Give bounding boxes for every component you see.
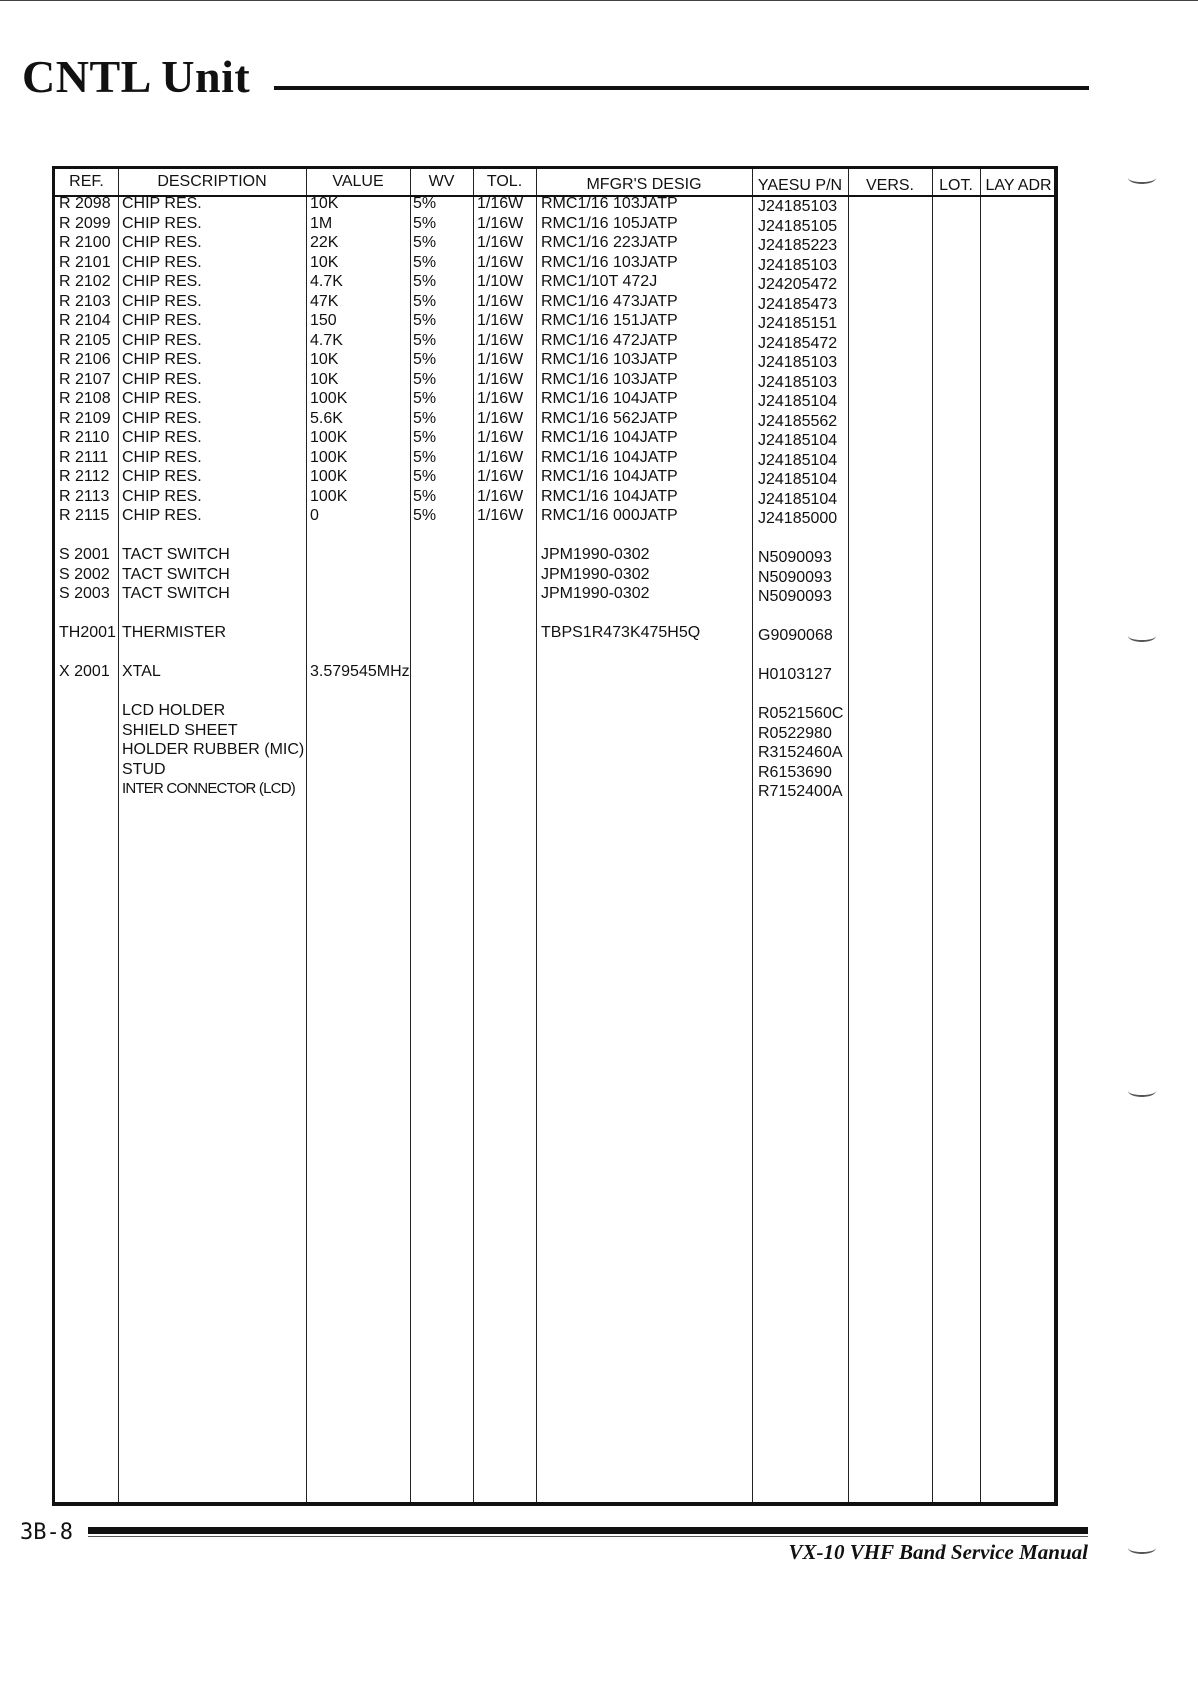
- tol-cell: 1/16W: [477, 292, 524, 310]
- table-row: [55, 487, 1054, 507]
- wv-cell: 5%: [413, 409, 437, 427]
- ref-cell: R 2099: [59, 214, 111, 232]
- mfgr-desig-cell: JPM1990-0302: [541, 546, 650, 563]
- ref-cell: S 2001: [59, 546, 110, 563]
- punch-hole-mark: [1128, 172, 1156, 184]
- punch-hole-mark: [1128, 1542, 1156, 1554]
- wv-cell: 5%: [413, 351, 437, 368]
- yaesu-pn-cell: N5090093: [758, 588, 832, 605]
- ref-cell: R 2107: [59, 370, 111, 388]
- description-cell: CHIP RES.: [122, 292, 202, 310]
- ref-cell: R 2098: [59, 195, 111, 212]
- table-row: [55, 389, 1054, 409]
- yaesu-pn-cell: J24185103: [758, 256, 838, 274]
- description-cell: CHIP RES.: [122, 214, 202, 232]
- yaesu-pn-cell: J24185103: [758, 354, 838, 371]
- value-cell: 47K: [310, 292, 339, 310]
- description-cell: STUD: [122, 760, 166, 778]
- header-value: VALUE: [332, 173, 384, 190]
- mfgr-desig-cell: RMC1/10T 472J: [541, 273, 658, 290]
- mfgr-desig-cell: RMC1/16 104JATP: [541, 468, 678, 485]
- value-cell: 4.7K: [310, 273, 343, 290]
- yaesu-pn-cell: J24185104: [758, 432, 838, 449]
- ref-cell: R 2104: [59, 312, 111, 329]
- wv-cell: 5%: [413, 292, 437, 310]
- table-body: [55, 194, 1054, 799]
- yaesu-pn-cell: G9090068: [758, 627, 833, 644]
- table-row: [55, 370, 1054, 390]
- ref-cell: R 2109: [59, 409, 111, 427]
- ref-cell: R 2113: [59, 487, 110, 505]
- mfgr-desig-cell: JPM1990-0302: [541, 585, 650, 602]
- tol-cell: 1/16W: [477, 195, 524, 212]
- ref-cell: R 2110: [59, 429, 110, 446]
- yaesu-pn-cell: J24205472: [758, 276, 838, 293]
- table-row: [55, 350, 1054, 370]
- description-cell: HOLDER RUBBER (MIC): [122, 741, 305, 758]
- wv-cell: 5%: [413, 468, 437, 485]
- yaesu-pn-cell: J24185103: [758, 373, 838, 391]
- mfgr-desig-cell: RMC1/16 104JATP: [541, 448, 678, 466]
- tol-cell: 1/16W: [477, 468, 524, 485]
- row-spacer: [55, 604, 1054, 624]
- ref-cell: R 2103: [59, 292, 111, 310]
- table-row: [55, 467, 1054, 487]
- mfgr-desig-cell: RMC1/16 104JATP: [541, 429, 678, 446]
- description-cell: CHIP RES.: [122, 195, 202, 212]
- mfgr-desig-cell: RMC1/16 103JATP: [541, 195, 678, 212]
- mfgr-desig-cell: TBPS1R473K475H5Q: [541, 624, 701, 641]
- mfgr-desig-cell: RMC1/16 000JATP: [541, 507, 678, 524]
- tol-cell: 1/16W: [477, 429, 524, 446]
- value-cell: 150: [310, 312, 337, 329]
- table-row: [55, 623, 1054, 643]
- wv-cell: 5%: [413, 331, 437, 349]
- value-cell: 4.7K: [310, 331, 343, 349]
- ref-cell: S 2002: [59, 565, 110, 583]
- row-spacer: [55, 526, 1054, 546]
- tol-cell: 1/16W: [477, 214, 524, 232]
- row-spacer: [55, 682, 1054, 702]
- yaesu-pn-cell: J24185104: [758, 393, 838, 410]
- description-cell: LCD HOLDER: [122, 702, 226, 719]
- parts-table: [52, 166, 1058, 1506]
- table-row: [55, 760, 1054, 780]
- table-row: [55, 233, 1054, 253]
- ref-cell: R 2115: [59, 507, 110, 524]
- description-cell: CHIP RES.: [122, 273, 202, 290]
- tol-cell: 1/16W: [477, 390, 524, 407]
- wv-cell: 5%: [413, 448, 437, 466]
- value-cell: 10K: [310, 370, 339, 388]
- wv-cell: 5%: [413, 214, 437, 232]
- tol-cell: 1/16W: [477, 312, 524, 329]
- yaesu-pn-cell: J24185103: [758, 198, 838, 215]
- table-row: [55, 331, 1054, 351]
- manual-title: VX-10 VHF Band Service Manual: [788, 1540, 1088, 1564]
- ref-cell: R 2108: [59, 390, 111, 407]
- description-cell: CHIP RES.: [122, 234, 202, 251]
- ref-cell: R 2102: [59, 273, 111, 290]
- tol-cell: 1/16W: [477, 331, 524, 349]
- mfgr-desig-cell: RMC1/16 223JATP: [541, 234, 678, 251]
- table-row: [55, 545, 1054, 565]
- tol-cell: 1/16W: [477, 448, 524, 466]
- table-row: [55, 506, 1054, 526]
- description-cell: CHIP RES.: [122, 468, 202, 485]
- ref-cell: TH2001: [59, 624, 116, 641]
- ref-cell: R 2100: [59, 234, 111, 251]
- value-cell: 10K: [310, 351, 339, 368]
- mfgr-desig-cell: RMC1/16 104JATP: [541, 487, 678, 505]
- ref-cell: R 2112: [59, 468, 110, 485]
- mfgr-desig-cell: RMC1/16 105JATP: [541, 214, 678, 232]
- yaesu-pn-cell: J24185104: [758, 451, 838, 469]
- tol-cell: 1/16W: [477, 507, 524, 524]
- wv-cell: 5%: [413, 370, 437, 388]
- yaesu-pn-cell: J24185562: [758, 412, 838, 430]
- yaesu-pn-cell: J24185223: [758, 237, 838, 254]
- top-rule: [0, 0, 1198, 1]
- header-yaesu-pn: YAESU P/N: [757, 177, 843, 194]
- wv-cell: 5%: [413, 273, 437, 290]
- value-cell: 100K: [310, 390, 348, 407]
- description-cell: CHIP RES.: [122, 312, 202, 329]
- description-cell: THERMISTER: [122, 624, 226, 641]
- yaesu-pn-cell: R6153690: [758, 763, 832, 781]
- value-cell: 5.6K: [310, 409, 343, 427]
- header-wv: WV: [428, 173, 455, 190]
- row-spacer: [55, 643, 1054, 663]
- wv-cell: 5%: [413, 487, 437, 505]
- description-cell: CHIP RES.: [122, 370, 202, 388]
- table-row: [55, 448, 1054, 468]
- yaesu-pn-cell: N5090093: [758, 568, 832, 586]
- value-cell: 10K: [310, 195, 339, 212]
- yaesu-pn-cell: J24185151: [758, 315, 838, 332]
- description-cell: CHIP RES.: [122, 487, 202, 505]
- yaesu-pn-cell: J24185000: [758, 510, 838, 527]
- yaesu-pn-cell: J24185105: [758, 217, 838, 235]
- yaesu-pn-cell: R0521560C: [758, 705, 844, 722]
- header-mfgr: MFGR'S DESIG: [586, 176, 702, 193]
- value-cell: 0: [310, 507, 319, 524]
- description-cell: CHIP RES.: [122, 351, 202, 368]
- value-cell: 1M: [310, 214, 333, 232]
- table-row: [55, 779, 1054, 799]
- mfgr-desig-cell: RMC1/16 104JATP: [541, 390, 678, 407]
- footer-rule-thin: [88, 1536, 1088, 1537]
- description-cell: CHIP RES.: [122, 331, 202, 349]
- description-cell: CHIP RES.: [122, 507, 202, 524]
- value-cell: 100K: [310, 448, 348, 466]
- header-vers: VERS.: [865, 177, 914, 194]
- yaesu-pn-cell: R0522980: [758, 724, 832, 742]
- header-ref: REF.: [69, 173, 104, 190]
- yaesu-pn-cell: J24185472: [758, 334, 838, 352]
- table-row: [55, 428, 1054, 448]
- wv-cell: 5%: [413, 429, 437, 446]
- yaesu-pn-cell: N5090093: [758, 549, 832, 566]
- tol-cell: 1/16W: [477, 234, 524, 251]
- table-row: [55, 214, 1054, 234]
- description-cell: TACT SWITCH: [122, 565, 230, 583]
- wv-cell: 5%: [413, 195, 437, 212]
- description-cell: SHIELD SHEET: [122, 721, 238, 739]
- table-row: [55, 565, 1054, 585]
- value-cell: 10K: [310, 253, 339, 271]
- tol-cell: 1/10W: [477, 273, 524, 290]
- table-row: [55, 311, 1054, 331]
- mfgr-desig-cell: RMC1/16 103JATP: [541, 370, 678, 388]
- value-cell: 100K: [310, 487, 348, 505]
- mfgr-desig-cell: JPM1990-0302: [541, 565, 650, 583]
- value-cell: 100K: [310, 429, 348, 446]
- description-cell: INTER CONNECTOR (LCD): [122, 780, 295, 797]
- ref-cell: R 2111: [59, 448, 109, 466]
- wv-cell: 5%: [413, 234, 437, 251]
- punch-hole-mark: [1128, 630, 1156, 642]
- yaesu-pn-cell: R3152460A: [758, 744, 843, 761]
- description-cell: CHIP RES.: [122, 390, 202, 407]
- description-cell: TACT SWITCH: [122, 546, 230, 563]
- table-row: [55, 662, 1054, 682]
- table-row: [55, 253, 1054, 273]
- yaesu-pn-cell: R7152400A: [758, 783, 843, 800]
- title-rule: [274, 86, 1089, 90]
- ref-cell: R 2106: [59, 351, 111, 368]
- value-cell: 3.579545MHz: [310, 663, 410, 680]
- page-title: CNTL Unit: [22, 51, 251, 102]
- yaesu-pn-cell: J24185104: [758, 490, 838, 508]
- description-cell: CHIP RES.: [122, 429, 202, 446]
- mfgr-desig-cell: RMC1/16 103JATP: [541, 351, 678, 368]
- description-cell: CHIP RES.: [122, 448, 202, 466]
- value-cell: 22K: [310, 234, 339, 251]
- table-row: [55, 194, 1054, 214]
- value-cell: 100K: [310, 468, 348, 485]
- yaesu-pn-cell: J24185104: [758, 471, 838, 488]
- mfgr-desig-cell: RMC1/16 472JATP: [541, 331, 678, 349]
- ref-cell: X 2001: [59, 663, 110, 680]
- mfgr-desig-cell: RMC1/16 562JATP: [541, 409, 678, 427]
- header-lot: LOT.: [939, 177, 973, 194]
- header-tol: TOL.: [486, 173, 523, 190]
- table-row: [55, 701, 1054, 721]
- wv-cell: 5%: [413, 390, 437, 407]
- mfgr-desig-cell: RMC1/16 103JATP: [541, 253, 678, 271]
- table-row: [55, 272, 1054, 292]
- table-row: [55, 721, 1054, 741]
- tol-cell: 1/16W: [477, 351, 524, 368]
- description-cell: CHIP RES.: [122, 409, 202, 427]
- table-row: [55, 409, 1054, 429]
- table-row: [55, 292, 1054, 312]
- page-number: 3B-8: [20, 1520, 73, 1545]
- description-cell: CHIP RES.: [122, 253, 202, 271]
- tol-cell: 1/16W: [477, 409, 524, 427]
- description-cell: TACT SWITCH: [122, 585, 230, 602]
- wv-cell: 5%: [413, 253, 437, 271]
- header-lay-adr: LAY ADR: [985, 177, 1052, 194]
- tol-cell: 1/16W: [477, 487, 524, 505]
- yaesu-pn-cell: H0103127: [758, 666, 832, 683]
- table-row: [55, 740, 1054, 760]
- wv-cell: 5%: [413, 312, 437, 329]
- mfgr-desig-cell: RMC1/16 473JATP: [541, 292, 678, 310]
- yaesu-pn-cell: J24185473: [758, 295, 838, 313]
- header-description: DESCRIPTION: [157, 173, 267, 190]
- footer-rule: [88, 1527, 1088, 1534]
- mfgr-desig-cell: RMC1/16 151JATP: [541, 312, 678, 329]
- description-cell: XTAL: [122, 663, 161, 680]
- tol-cell: 1/16W: [477, 253, 524, 271]
- ref-cell: S 2003: [59, 585, 110, 602]
- table-row: [55, 584, 1054, 604]
- wv-cell: 5%: [413, 507, 437, 524]
- punch-hole-mark: [1128, 1085, 1156, 1097]
- ref-cell: R 2101: [59, 253, 111, 271]
- ref-cell: R 2105: [59, 331, 111, 349]
- tol-cell: 1/16W: [477, 370, 524, 388]
